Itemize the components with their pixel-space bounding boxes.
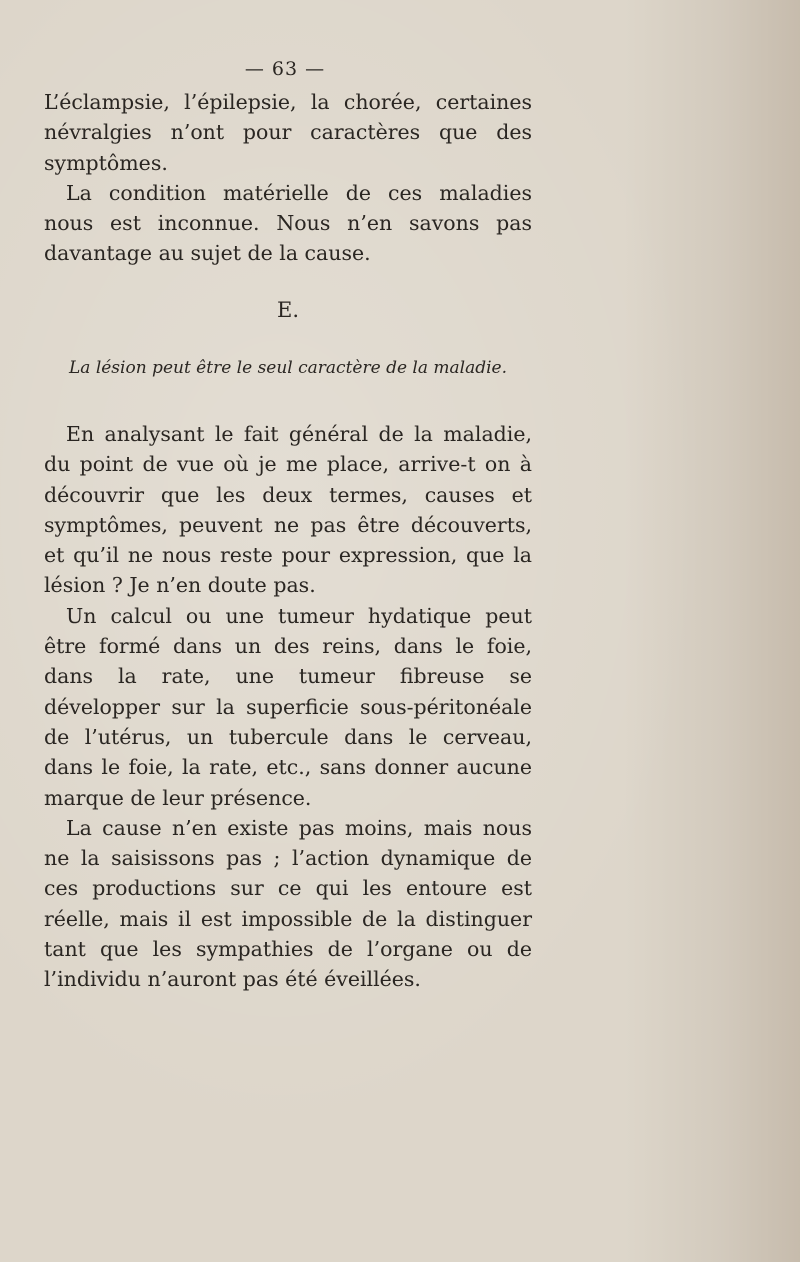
intro-text bbox=[44, 87, 532, 269]
paragraph: En analysant le fait général de la maladie, du point de vue où je me place, arrive-t on à découvrir que les deux termes, causes et symptômes, peuvent ne pas être découverts, et qu’il ne nous reste pour expression, que la lésion ? Je n’en doute pas. bbox=[44, 422, 532, 598]
section-body bbox=[44, 419, 532, 995]
paragraph: Un calcul ou une tumeur hydatique peut être formé dans un des reins, dans le foie, dans la rate, une tumeur fibreuse se développer sur la superficie sous-péritonéale de l’utérus, un tubercule dans le cerveau, dans le foie, la rate, etc., sans donner aucune marque de leur présence. bbox=[44, 603, 532, 810]
page-number: — 63 — bbox=[244, 58, 326, 80]
paragraph: La cause n’en existe pas moins, mais nous ne la saisissons pas ; l’action dynamique de ces productions sur ce qui les entoure est réelle, mais il est impossible de la distinguer tant que les sympathies de l’organe ou de l’individu n’auront pas été éveillées. bbox=[44, 815, 532, 992]
section-subtitle: La lésion peut être le seul caractère de la maladie. bbox=[68, 358, 507, 378]
paragraph: La condition matérielle de ces maladies nous est inconnue. Nous n’en savons pas davantage au sujet de la cause. bbox=[44, 180, 532, 266]
section-heading: E. bbox=[276, 298, 299, 322]
paragraph: L’éclampsie, l’épilepsie, la chorée, certaines névralgies n’ont pour caractères que des symptômes. bbox=[44, 90, 532, 175]
